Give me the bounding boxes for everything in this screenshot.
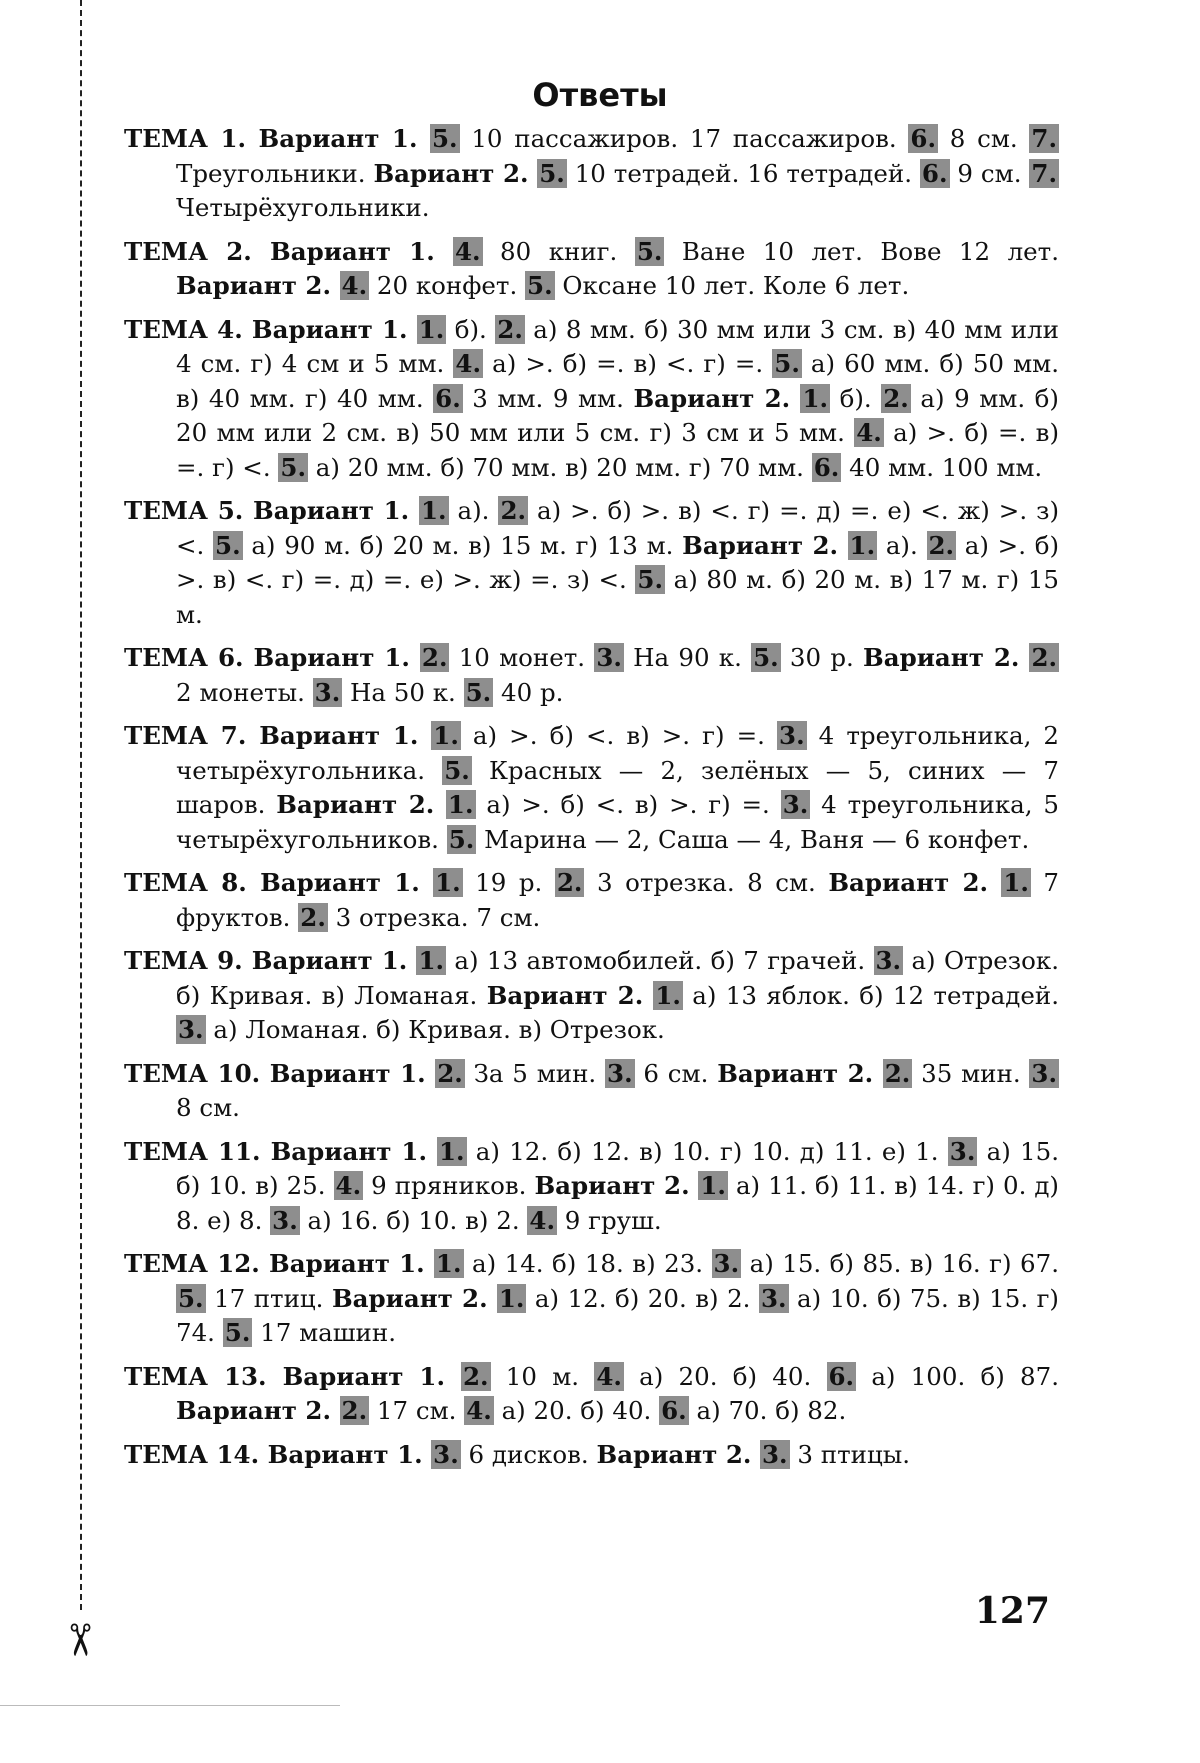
task-number-badge: 2. — [437, 1058, 463, 1088]
answer-text: а) 15. б) 10. в) 25. — [176, 1136, 1059, 1200]
task-number-badge: 3. — [178, 1015, 204, 1044]
answer-text: 3 мм. 9 мм. — [462, 383, 634, 413]
task-number-badge: 4. — [454, 236, 481, 266]
answer-text: Красных — 2, зелёных — 5, синих — 7 шаров. — [176, 755, 1059, 819]
answer-text: а). — [448, 496, 499, 525]
answer-topic — [124, 122, 1059, 226]
task-number-badge: 1. — [498, 1283, 525, 1313]
answer-text: а) 20. б) 40. — [493, 1396, 660, 1425]
topic-variant-heading: ТЕМА 4. Вариант 1. — [124, 314, 417, 344]
task-number-badge: 2. — [497, 314, 523, 344]
answer-text: 4 треугольника, 5 четырёхугольников. — [176, 790, 1060, 854]
topic-variant-heading: Вариант 2. — [373, 158, 538, 188]
answer-text: 4 треугольника, 2 четырёхугольника. — [176, 721, 1060, 785]
task-number-badge: 6. — [910, 124, 936, 153]
task-number-badge: 3. — [782, 790, 809, 819]
answer-text: 40 р. — [493, 677, 564, 707]
task-number-badge: 5. — [637, 565, 663, 594]
task-number-badge: 5. — [431, 124, 458, 153]
answer-text: а) >. б) =. в) <. г) =. — [483, 349, 773, 378]
answer-text: а) 16. б) 10. в) 2. — [299, 1205, 528, 1235]
answer-text: 17 см. — [369, 1396, 465, 1425]
answer-text: а) >. б) <. в) >. г) =. — [460, 721, 778, 750]
answer-text: а) 8 мм. б) 30 мм или 3 см. в) 40 мм или 4 см. г) 4 см и 5 мм. — [176, 314, 1059, 378]
footer-rule — [0, 1705, 340, 1706]
answer-text: 10 м. — [490, 1361, 595, 1391]
topic-variant-heading: Вариант 2. — [176, 1396, 340, 1425]
task-number-badge: 3. — [762, 1439, 788, 1469]
task-number-badge: 2. — [421, 643, 448, 672]
topic-variant-heading: Вариант 2. — [717, 1058, 883, 1088]
task-number-badge: 4. — [466, 1396, 492, 1425]
answer-text: а) 14. б) 18. в) 23. — [463, 1249, 712, 1278]
task-number-badge: 2. — [462, 1361, 489, 1391]
answer-text: 30 р. — [780, 643, 864, 672]
task-number-badge: 6. — [921, 158, 948, 188]
task-number-badge: 5. — [636, 236, 663, 266]
task-number-badge: 1. — [420, 496, 447, 525]
task-number-badge: 4. — [596, 1361, 622, 1391]
task-number-badge: 2. — [341, 1396, 368, 1425]
answer-text: 9 груш. — [556, 1205, 662, 1235]
task-number-badge: 3. — [596, 643, 622, 672]
task-number-badge: 5. — [444, 755, 470, 785]
task-number-badge: 2. — [500, 496, 527, 525]
task-number-badge: 1. — [435, 1249, 462, 1278]
answer-text: а) 13 автомобилей. б) 7 грачей. — [446, 946, 874, 975]
task-number-badge: 6. — [813, 452, 840, 482]
answer-text: а) 10. б) 75. в) 15. г) 74. — [176, 1283, 1059, 1347]
task-number-badge: 3. — [314, 677, 341, 707]
task-number-badge: 5. — [178, 1283, 204, 1313]
task-number-badge: 3. — [433, 1439, 459, 1469]
answer-text: а) 12. б) 12. в) 10. г) 10. д) 11. е) 1. — [466, 1136, 948, 1166]
answer-text: 9 см. — [949, 158, 1030, 188]
answer-text: а) 60 мм. б) 50 мм. в) 40 мм. г) 40 мм. — [176, 349, 1059, 413]
task-number-badge: 2. — [884, 1058, 911, 1088]
topic-variant-heading: ТЕМА 7. Вариант 1. — [124, 721, 432, 750]
answer-topic — [124, 1247, 1059, 1351]
answer-text: Треугольники. — [176, 158, 374, 188]
answer-topic — [124, 1360, 1059, 1429]
topic-variant-heading: Вариант 2. — [682, 530, 848, 560]
topic-variant-heading: Вариант 2. — [276, 790, 446, 819]
cut-line — [80, 0, 82, 1610]
answer-text: 6 дисков. — [460, 1439, 597, 1469]
page-number: 127 — [974, 1590, 1050, 1632]
task-number-badge: 1. — [849, 530, 876, 560]
task-number-badge: 2. — [556, 868, 583, 897]
answer-text: 6 см. — [634, 1058, 718, 1088]
answer-text: Ване 10 лет. Вове 12 лет. — [664, 236, 1060, 266]
task-number-badge: 5. — [448, 824, 475, 854]
answer-text: 8 см. — [938, 124, 1030, 153]
task-number-badge: 6. — [828, 1361, 855, 1391]
task-number-badge: 7. — [1031, 158, 1057, 188]
topic-variant-heading: ТЕМА 14. Вариант 1. — [124, 1439, 432, 1469]
task-number-badge: 5. — [539, 158, 565, 188]
page-title: Ответы — [532, 76, 668, 114]
topic-variant-heading: ТЕМА 13. Вариант 1. — [124, 1361, 461, 1391]
answer-topic — [124, 235, 1059, 304]
answer-text: а) 20. б) 40. — [623, 1361, 827, 1391]
task-number-badge: 4. — [335, 1171, 362, 1200]
task-number-badge: 6. — [661, 1396, 687, 1425]
task-number-badge: 3. — [875, 946, 902, 975]
answer-text: 9 пряников. — [363, 1171, 535, 1200]
answer-topic — [124, 1057, 1059, 1126]
answer-text: 8 см. — [176, 1093, 240, 1122]
answer-text: 7 фруктов. — [176, 868, 1060, 932]
task-number-badge: 5. — [224, 1318, 251, 1347]
answer-text: Четырёхугольники. — [176, 193, 430, 222]
answer-text: На 90 к. — [623, 643, 752, 672]
answer-text: а) Ломаная. б) Кривая. в) Отрезок. — [205, 1015, 665, 1044]
answer-text: 3 отрезка. 7 см. — [327, 902, 541, 932]
answer-text: 3 птицы. — [789, 1439, 910, 1469]
answer-text: 10 пассажиров. 17 пассажиров. — [459, 124, 909, 153]
answer-topic — [124, 944, 1059, 1048]
task-number-badge: 2. — [300, 902, 326, 932]
answer-text: а) 9 мм. б) 20 мм или 2 см. в) 50 мм или 5 см. г) 3 см и 5 мм. — [176, 383, 1059, 447]
task-number-badge: 2. — [883, 383, 909, 413]
task-number-badge: 5. — [280, 452, 306, 482]
task-number-badge: 1. — [447, 790, 474, 819]
answer-text: а) >. б) =. в) =. г) <. — [176, 418, 1060, 482]
answer-text: а) >. б) <. в) >. г) =. — [475, 790, 781, 819]
task-number-badge: 5. — [753, 643, 779, 672]
task-number-badge: 5. — [215, 530, 241, 560]
answer-text: 40 мм. 100 мм. — [841, 452, 1043, 482]
answer-text: а) 13 яблок. б) 12 тетрадей. — [682, 980, 1059, 1010]
task-number-badge: 1. — [700, 1171, 726, 1200]
task-number-badge: 7. — [1031, 124, 1057, 153]
task-number-badge: 1. — [438, 1136, 465, 1166]
task-number-badge: 5. — [465, 677, 492, 707]
task-number-badge: 4. — [529, 1205, 555, 1235]
answer-text: а) 100. б) 87. — [856, 1361, 1060, 1391]
task-number-badge: 4. — [341, 271, 368, 300]
answer-text: а) 11. б) 11. в) 14. г) 0. д) 8. е) 8. — [176, 1171, 1059, 1235]
task-number-badge: 5. — [527, 271, 553, 300]
task-number-badge: 1. — [435, 868, 461, 897]
answer-text: Оксане 10 лет. Коле 6 лет. — [554, 271, 910, 300]
task-number-badge: 1. — [655, 980, 681, 1010]
task-number-badge: 1. — [418, 314, 445, 344]
task-number-badge: 3. — [1031, 1058, 1057, 1088]
topic-variant-heading: ТЕМА 1. Вариант 1. — [124, 124, 430, 153]
task-number-badge: 2. — [928, 530, 955, 560]
answer-text: а) 70. б) 82. — [688, 1396, 847, 1425]
answer-topic — [124, 313, 1059, 486]
task-number-badge: 3. — [272, 1205, 298, 1235]
answer-text: а) 80 м. б) 20 м. в) 17 м. г) 15 м. — [176, 565, 1060, 629]
answer-topic — [124, 494, 1059, 632]
answer-text: Марина — 2, Саша — 4, Ваня — 6 конфет. — [476, 824, 1030, 854]
task-number-badge: 6. — [435, 383, 461, 413]
answer-topic — [124, 1438, 1059, 1473]
answer-text: 17 птиц. — [205, 1283, 332, 1313]
answer-text: 20 конфет. — [369, 271, 526, 300]
task-number-badge: 1. — [802, 383, 829, 413]
answer-topic — [124, 719, 1059, 857]
answer-text: а) 90 м. б) 20 м. в) 15 м. г) 13 м. — [242, 530, 683, 560]
scissors-icon: ✂ — [53, 1621, 105, 1659]
topic-variant-heading: Вариант 2. — [633, 383, 801, 413]
topic-variant-heading: Вариант 2. — [863, 643, 1030, 672]
answer-topic — [124, 641, 1059, 710]
task-number-badge: 3. — [760, 1283, 787, 1313]
topic-variant-heading: ТЕМА 11. Вариант 1. — [124, 1136, 437, 1166]
topic-variant-heading: ТЕМА 8. Вариант 1. — [124, 868, 434, 897]
task-number-badge: 3. — [949, 1136, 976, 1166]
task-number-badge: 3. — [713, 1249, 740, 1278]
answer-text: а) 12. б) 20. в) 2. — [526, 1283, 759, 1313]
topic-variant-heading: Вариант 2. — [331, 1283, 497, 1313]
answer-topic — [124, 866, 1059, 935]
answer-text: 80 книг. — [482, 236, 635, 266]
answer-text: а) Отрезок. б) Кривая. в) Ломаная. — [176, 946, 1060, 1010]
task-number-badge: 1. — [1003, 868, 1029, 897]
topic-variant-heading: Вариант 2. — [596, 1439, 760, 1469]
task-number-badge: 1. — [418, 946, 445, 975]
answer-text: а). — [877, 530, 927, 560]
task-number-badge: 3. — [607, 1058, 633, 1088]
answer-text: 10 тетрадей. 16 тетрадей. — [566, 158, 920, 188]
answer-topic — [124, 1135, 1059, 1239]
answer-text: а) >. б) >. в) <. г) =. д) =. е) >. ж) =. з) <. — [176, 530, 1060, 594]
topic-variant-heading: Вариант 2. — [534, 1171, 699, 1200]
topic-variant-heading: Вариант 2. — [486, 980, 654, 1010]
task-number-badge: 1. — [433, 721, 459, 750]
answer-text: а) >. б) >. в) <. г) =. д) =. е) <. ж) >. з) <. — [176, 496, 1060, 560]
topic-variant-heading: ТЕМА 10. Вариант 1. — [124, 1058, 436, 1088]
answer-text: б). — [446, 314, 496, 344]
topic-variant-heading: ТЕМА 5. Вариант 1. — [124, 496, 419, 525]
task-number-badge: 5. — [774, 349, 800, 378]
topic-variant-heading: Вариант 2. — [828, 868, 1002, 897]
task-number-badge: 4. — [856, 418, 882, 447]
task-number-badge: 2. — [1031, 643, 1058, 672]
topic-variant-heading: Вариант 2. — [176, 271, 340, 300]
topic-variant-heading: ТЕМА 2. Вариант 1. — [124, 236, 453, 266]
topic-variant-heading: ТЕМА 6. Вариант 1. — [124, 643, 420, 672]
answer-text: 19 р. — [462, 868, 555, 897]
answer-text: 35 мин. — [912, 1058, 1030, 1088]
answer-text: 17 машин. — [252, 1318, 396, 1347]
answer-text: а) 15. б) 85. в) 16. г) 67. — [741, 1249, 1059, 1278]
answer-text: б). — [830, 383, 882, 413]
topic-variant-heading: ТЕМА 12. Вариант 1. — [124, 1249, 434, 1278]
answer-text: 10 монет. — [449, 643, 595, 672]
answer-text: а) 20 мм. б) 70 мм. в) 20 мм. г) 70 мм. — [307, 452, 812, 482]
task-number-badge: 3. — [779, 721, 805, 750]
answer-text: На 50 к. — [342, 677, 464, 707]
answer-text: 3 отрезка. 8 см. — [584, 868, 829, 897]
task-number-badge: 4. — [455, 349, 481, 378]
answer-text: 2 монеты. — [176, 677, 313, 707]
topic-variant-heading: ТЕМА 9. Вариант 1. — [124, 946, 417, 975]
answers-list — [124, 122, 1059, 1481]
answer-text: За 5 мин. — [464, 1058, 606, 1088]
